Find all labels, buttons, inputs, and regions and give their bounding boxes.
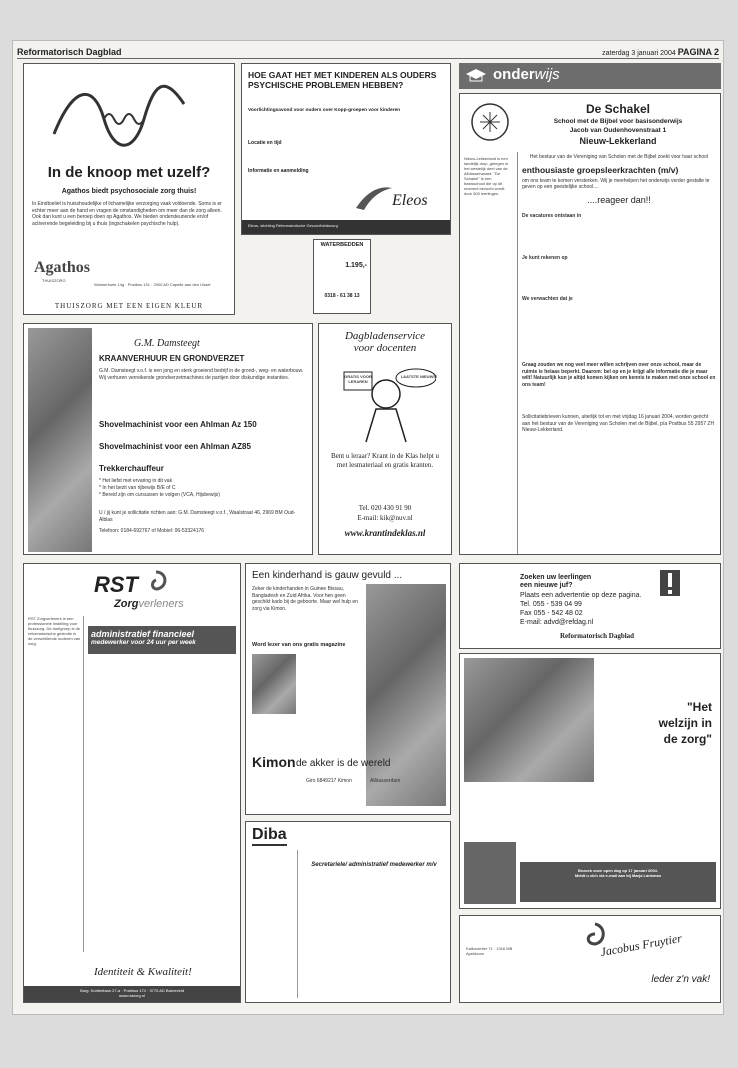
child-photo [366, 584, 446, 806]
eleos-logo: Eleos [392, 192, 428, 209]
agathos-sub: Agathos biedt psychosociale zorg thuis! [61, 188, 197, 195]
crane-photo [28, 328, 92, 552]
jacobus-logo: Jacobus Fruytier [599, 930, 683, 960]
eleos-ad [241, 63, 451, 235]
welzijn-quote1: "Het [686, 700, 712, 714]
schakel-reader: ....reageer dan!! [587, 194, 651, 205]
kimon-ad [245, 563, 451, 815]
zoeken-mail[interactable]: E-mail: advd@refdag.nl [520, 619, 594, 626]
onderwijs-label: onderwijs [493, 66, 560, 83]
kimon-logo: Kimon [252, 754, 296, 770]
welzijn-quote3: de zorg" [663, 732, 712, 746]
rst-zorg: Zorgverleners [114, 598, 184, 610]
eleos-loc-heading: Locatie en tijd [248, 140, 282, 146]
damsteegt-name: G.M. Damsteegt [134, 338, 200, 349]
eleos-sub: Voorlichtingsavond voor ouders over Kopp-groepen voor kinderen [248, 108, 401, 113]
zoeken-fax: Fax 055 - 542 48 02 [520, 610, 583, 617]
agathos-body: In Eindtoeliet is huisshoudelijke of lichamelijke verzorging vaak voldoende. Soms is er echter meer aan de hand en vragen de omstandigheden om meer dan de zorg alleen. Ook dan kunt u een beroep doen op Agathos. We bieden ondersteunende en/of activerende begeleiding bij u thuis (ingschakelen psychische hulp). [32, 201, 222, 227]
krant-question: Bent u leraar? Krant in de Klas helpt u met lesmateriaal en gratis kranten. [330, 452, 440, 469]
agathos-contact: Wolmerhoek 14g · Postbus 151 · 2900 AD Capelle aan den IJssel [94, 282, 211, 287]
eleos-info-heading: Informatie en aanmelding [248, 168, 309, 174]
schakel-body [522, 154, 716, 550]
jacobus-addr: Kalkoventer 71 · 1316 MB Apeldoorn [466, 946, 513, 956]
agathos-logo-sub: THUISZORG [42, 278, 66, 283]
rst-contact-bar: Burg. Kortleelaan 27-a · Postbus 174 · 3770 AD Barneveld www.rstzorg.nl [24, 986, 240, 1002]
schakel-sec1: De vacatures ontstaan in [522, 212, 582, 219]
rst-ad [23, 563, 241, 1003]
schakel-intro: Het bestuur van de Vereniging van Scholen met de Bijbel zoekt voor haar school [529, 154, 709, 160]
newspaper-page [12, 40, 724, 1015]
rst-identiteit: Identiteit & Kwaliteit! [94, 966, 192, 978]
welzijn-photo [464, 658, 594, 782]
krant-sign: GRATIS VOOR LERAREN [344, 374, 372, 384]
damsteegt-job1: Shovelmachinist voor een Ahlman Az 150 [99, 420, 257, 429]
diba-side [250, 850, 298, 998]
kimon-mag-heading: Word lezer van ons gratis magazine [252, 642, 346, 648]
zoeken-ad [459, 563, 721, 649]
agathos-logo: Agathos [34, 259, 91, 276]
paper-name: Reformatorisch Dagblad [17, 46, 122, 57]
agathos-ad [23, 63, 235, 315]
schakel-sec2: Je kunt rekenen op [522, 255, 568, 261]
krant-title1: Dagbladenservice [344, 330, 426, 342]
graduation-cap-icon [465, 67, 487, 85]
schakel-headline: enthousiaste groepsleerkrachten (m/v) [522, 164, 679, 175]
kimon-giro: Giro 6849217 Kimon [306, 778, 352, 784]
rst-job-title1: administratief financieel [91, 629, 195, 639]
krant-in-de-klas-ad [318, 323, 452, 555]
waterbedden-price: 1.195,- [345, 262, 367, 269]
damsteegt-ad [23, 323, 313, 555]
kimon-body: Zeker de kinderhanden in Guinee Bissau, Bangladesh en Zuid Afrika. Voor hen geen geschikt kado bij de geboorte. Maar wel hulp en zorg via Kimon. [252, 586, 358, 612]
schakel-ad [459, 93, 721, 555]
damsteegt-req3: * Bereid zijn om cursussen te volgen (VCA, Hijsbewijs) [99, 492, 220, 498]
schakel-sollicit: Sollicitatiebrieven kunnen, uiterlijk tot en met vrijdag 16 januari 2004, worden gericht aan het bestuur van de Vereniging van Scholen met de Bijbel, p/a Postbus 55 2957 ZH Nieuw-Lekkerland. [522, 414, 715, 433]
schakel-sec3: We verwachten dat je [522, 295, 573, 302]
rst-job-banner [88, 626, 236, 654]
schakel-sub: om ons team te komen versterken. Wij je meehelpen het onderwijs verder gestalte te geven op een geestelijke school.... [522, 177, 710, 190]
zoeken-tel: Tel. 055 - 539 04 99 [520, 601, 582, 608]
phone-cord-icon [24, 64, 234, 164]
diba-ad [245, 821, 451, 1003]
rst-logo: RST [94, 572, 138, 597]
damsteegt-intro: G.M. Damsteegt v.o.f. is een jong en sterk groeiend bedrijf in de grond-, weg- en waterbouw. Wij verhuren verreikende grondverzetmachines de partijen door diskundige instanties. [99, 368, 304, 381]
zoeken-line1: Zoeken uw leerlingen [520, 574, 592, 581]
schakel-line2: Jacob van Oudenhovenstraat 1 [569, 127, 667, 134]
zoeken-line2: een nieuwe juf? [520, 582, 573, 589]
onderwijs-banner [459, 63, 721, 89]
damsteegt-phone: Telefoon: 0184-692767 of Mobiel: 06-53324176 [99, 528, 205, 534]
rst-sidebar: RST Zorgverleners is een professionele instelling voor thuiszorg. De doelgroep is de reformatorische gezindte in de verschillende ouderen van zorg. [28, 616, 84, 952]
rst-swirl-icon [142, 570, 170, 598]
welzijn-ad [459, 653, 721, 909]
agathos-slogan: THUISZORG MET EEN EIGEN KLEUR [54, 302, 204, 310]
kimon-headline: Een kinderhand is gauw gevuld ... [252, 570, 403, 581]
page-date: zaterdag 3 januari 2004 PAGINA 2 [602, 46, 719, 57]
krant-title2: voor docenten [353, 342, 417, 354]
schakel-sidebar [460, 152, 518, 554]
agathos-headline: In de knoop met uzelf? [47, 164, 211, 181]
welzijn-cta: Bezoek onze open dag op 17 januari 2004. Meldt u zich via e-mail aan bij Marja Lankman [520, 862, 716, 902]
diba-logo: Diba [252, 826, 287, 846]
zoeken-line3: Plaats een advertentie op deze pagina. [520, 592, 642, 599]
damsteegt-job3: Trekkerchauffeur [99, 464, 164, 473]
damsteegt-req1: * Het liefst met ervaring in dit vak [99, 478, 173, 484]
waterbedden-ad [313, 239, 371, 314]
zoeken-brand: Reformatorisch Dagblad [560, 632, 635, 640]
rst-job-title2: medewerker voor 24 uur per week [91, 639, 196, 646]
waterbedden-phone: 0318 - 61 38 13 [324, 293, 360, 299]
kimon-tagline: de akker is de wereld [296, 758, 391, 769]
damsteegt-title: KRAANVERHUUR EN GRONDVERZET [99, 354, 245, 363]
krant-tel: Tel. 020 430 91 90 [358, 504, 412, 512]
schakel-title: De Schakel [585, 102, 651, 116]
page-header [17, 45, 719, 59]
welzijn-quote2: welzijn in [658, 716, 712, 730]
eleos-title: HOE GAAT HET MET KINDEREN ALS OUDERS PSYCHISCHE PROBLEMEN HEBBEN? [248, 70, 437, 90]
damsteegt-contact: U / jij kunt je sollicitatie richten aan: G.M. Damsteegt v.o.f., Waalstraat 46, 2969 BM Oud-Alblas [99, 510, 296, 523]
damsteegt-req2: * In het bezit van rijbewijs B/E of C [99, 485, 176, 491]
waterbedden-title: WATERBEDDEN [320, 242, 364, 248]
krant-bubble: LAATSTE NIEUWS! [400, 374, 438, 379]
schakel-closing: Graag zouden we nog veel meer willen schrijven over onze school, maar de ruimte is helaas beperkt. Daarom: bel op en je krijgt alle informatie die je maar wilt! Natuurlijk kun je altijd komen kijken om kennis te maken met onze school en ons team! [522, 362, 716, 388]
diba-job: Secretariele/ administratief medewerker m/v [311, 862, 437, 868]
kimon-loc: Alblasserdam [370, 778, 401, 784]
schakel-line3: Nieuw-Lekkerland [579, 136, 657, 146]
eleos-footer: Eleos, stichting Reformatorische Gezondheidszorg [242, 220, 450, 234]
krant-mail: E-mail: kik@nuv.nl [357, 514, 413, 522]
krant-url[interactable]: www.krantindeklas.nl [344, 528, 426, 538]
damsteegt-job2: Shovelmachinist voor een Ahlman AZ85 [99, 442, 251, 451]
jacobus-tag: leder z'n vak! [651, 974, 710, 985]
jacobus-ad [459, 915, 721, 1003]
schakel-logo-icon [468, 100, 512, 144]
magazine-cover [252, 654, 296, 714]
exclamation-icon [660, 570, 680, 596]
welzijn-side-panel [464, 842, 516, 904]
eleos-bird-icon [354, 182, 394, 212]
schakel-side-text: Nieuw-Lekkerland is een landelijk dorp, gelegen in het westelijk deel van de Alblasserwaard. "De Schakel" is een basisschool die op dit moment bezocht wordt door 300 leerlingen. [464, 156, 509, 196]
schakel-line1: School met de Bijbel voor basisonderwijs [553, 118, 683, 125]
